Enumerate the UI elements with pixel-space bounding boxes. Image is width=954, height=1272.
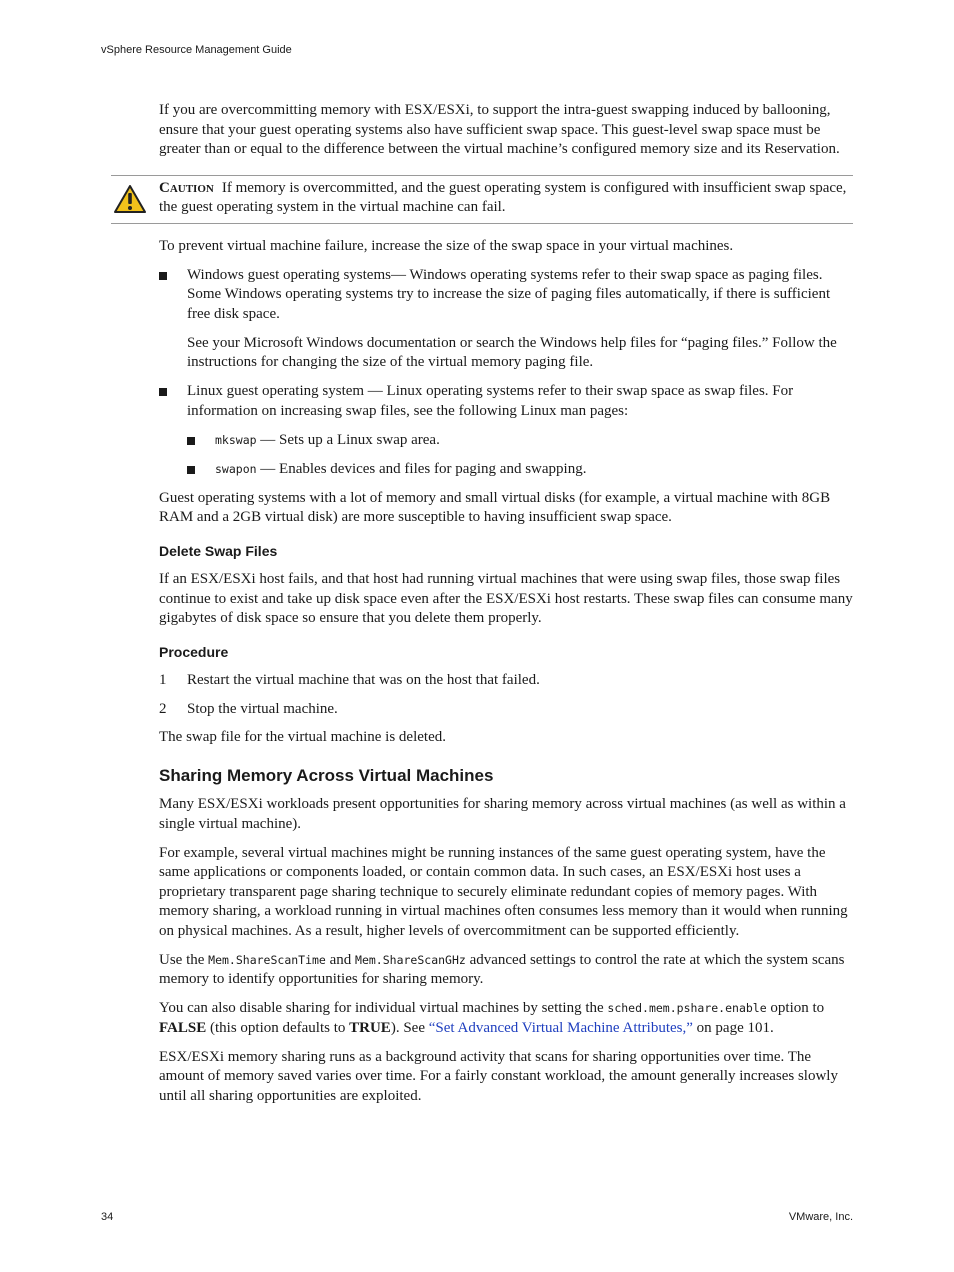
procedure-result: The swap file for the virtual machine is deleted. — [159, 729, 446, 745]
windows-followup: See your Microsoft Windows documentation or search the Windows help files for “paging files.” Follow the instructions for changing the size of the virtual memory paging file. — [187, 334, 837, 370]
procedure-step — [159, 700, 854, 720]
bullet-linux-text: Linux guest operating system — Linux operating systems refer to their swap space as swap files. For information on increasing swap files, see the following Linux man pages: — [187, 383, 794, 419]
footer-company: VMware, Inc. — [788, 1211, 853, 1223]
page-number: 34 — [101, 1211, 114, 1223]
text-run: advanced settings to control the rate at which the system scans memory to identify opportunities for sharing memory. — [159, 951, 845, 987]
delete-swap-heading: Delete Swap Files — [159, 542, 278, 559]
page-content — [159, 101, 854, 1116]
code-sharescanghz: Mem.ShareScanGHz — [355, 952, 466, 967]
warning-triangle-icon — [113, 184, 147, 214]
bullet-square-icon — [187, 466, 195, 474]
bullet-linux — [159, 382, 854, 421]
text-run: and — [325, 951, 356, 968]
sharing-memory-heading: Sharing Memory Across Virtual Machines — [159, 765, 494, 785]
sub-bullet-swapon — [187, 460, 854, 480]
prevent-paragraph: To prevent virtual machine failure, increase the size of the swap space in your virtual machines. — [159, 237, 734, 254]
step-number: 2 — [159, 700, 167, 717]
text-run: (this option defaults to — [206, 1019, 350, 1036]
sharing-p5: ESX/ESXi memory sharing runs as a background activity that scans for sharing opportunities over time. The amount of memory saved varies over time. For a fairly constant workload, the amount generally increases slowly until all sharing opportunities are exploited. — [159, 1048, 838, 1104]
bullet-square-icon — [187, 437, 195, 445]
swapon-desc: — Enables devices and files for paging and swapping. — [256, 460, 587, 477]
text-run: You can also disable sharing for individual virtual machines by setting the — [159, 1000, 608, 1016]
delete-swap-paragraph: If an ESX/ESXi host fails, and that host had running virtual machines that were using swap files, those swap files continue to exist and take up disk space even after the ESX/ESXi host restarts. These swap files can consume many gigabytes of disk space so ensure that you delete them properly. — [159, 571, 853, 626]
bullet-square-icon — [159, 388, 167, 396]
true-keyword: TRUE — [349, 1019, 391, 1036]
procedure-heading: Procedure — [159, 643, 229, 660]
mkswap-desc: — Sets up a Linux swap area. — [256, 431, 440, 448]
sharing-p4 — [159, 999, 854, 1038]
procedure-step — [159, 671, 854, 691]
mkswap-command: mkswap — [215, 432, 257, 447]
intro-paragraph: If you are overcommitting memory with ESX/ESXi, to support the intra-guest swapping induced by ballooning, ensure that your guest operating systems also have sufficient swap space. This guest-level swap space must be greater than or equal to the difference between the virtual machine’s configured memory size and its Reservation. — [159, 102, 840, 157]
code-sharescantime: Mem.ShareScanTime — [208, 952, 326, 967]
sharing-p3 — [159, 951, 854, 990]
caution-text: If memory is overcommitted, and the guest operating system is configured with insufficient swap space, the guest operating system in the virtual machine can fail. — [159, 179, 847, 215]
text-run: option to — [766, 1000, 825, 1016]
swapon-command: swapon — [215, 461, 257, 476]
code-pshare-enable: sched.mem.pshare.enable — [607, 1001, 767, 1015]
linux-sub-list — [159, 431, 854, 480]
step-number: 1 — [159, 672, 167, 688]
text-run: Use the — [159, 951, 209, 968]
step-text: Restart the virtual machine that was on the host that failed. — [187, 672, 540, 688]
bullet-windows — [159, 266, 854, 325]
sub-bullet-mkswap — [187, 431, 854, 451]
running-header: vSphere Resource Management Guide — [101, 44, 292, 56]
caution-box — [111, 175, 853, 224]
text-run: ). See — [390, 1019, 429, 1036]
bullet-square-icon — [159, 272, 167, 280]
caution-label: Caution — [159, 179, 214, 196]
set-advanced-attributes-link[interactable]: “Set Advanced Virtual Machine Attributes,” — [428, 1019, 693, 1036]
guest-paragraph: Guest operating systems with a lot of memory and small virtual disks (for example, a virtual machine with 8GB RAM and a 2GB virtual disk) are more susceptible to having insufficient swap space. — [159, 489, 831, 525]
text-run: on page 101. — [692, 1019, 774, 1036]
sharing-p1: Many ESX/ESXi workloads present opportunities for sharing memory across virtual machines (as well as within a single virtual machine). — [159, 796, 846, 832]
false-keyword: FALSE — [159, 1019, 207, 1036]
step-text: Stop the virtual machine. — [187, 700, 338, 717]
sharing-p2: For example, several virtual machines might be running instances of the same guest operating system, have the same applications or components loaded, or contain common data. In such cases, an ESX/ESXi host uses a proprietary transparent page sharing technique to securely eliminate redundant copies of memory pages. With memory sharing, a workload running in virtual machines often consumes less memory than it would when running on physical machines. As a result, higher levels of overcommitment can be supported efficiently. — [159, 844, 848, 939]
bullet-windows-text: Windows guest operating systems— Windows operating systems refer to their swap space as paging files. Some Windows operating systems try to increase the size of paging files automatically, if there is sufficient free disk space. — [187, 266, 831, 322]
